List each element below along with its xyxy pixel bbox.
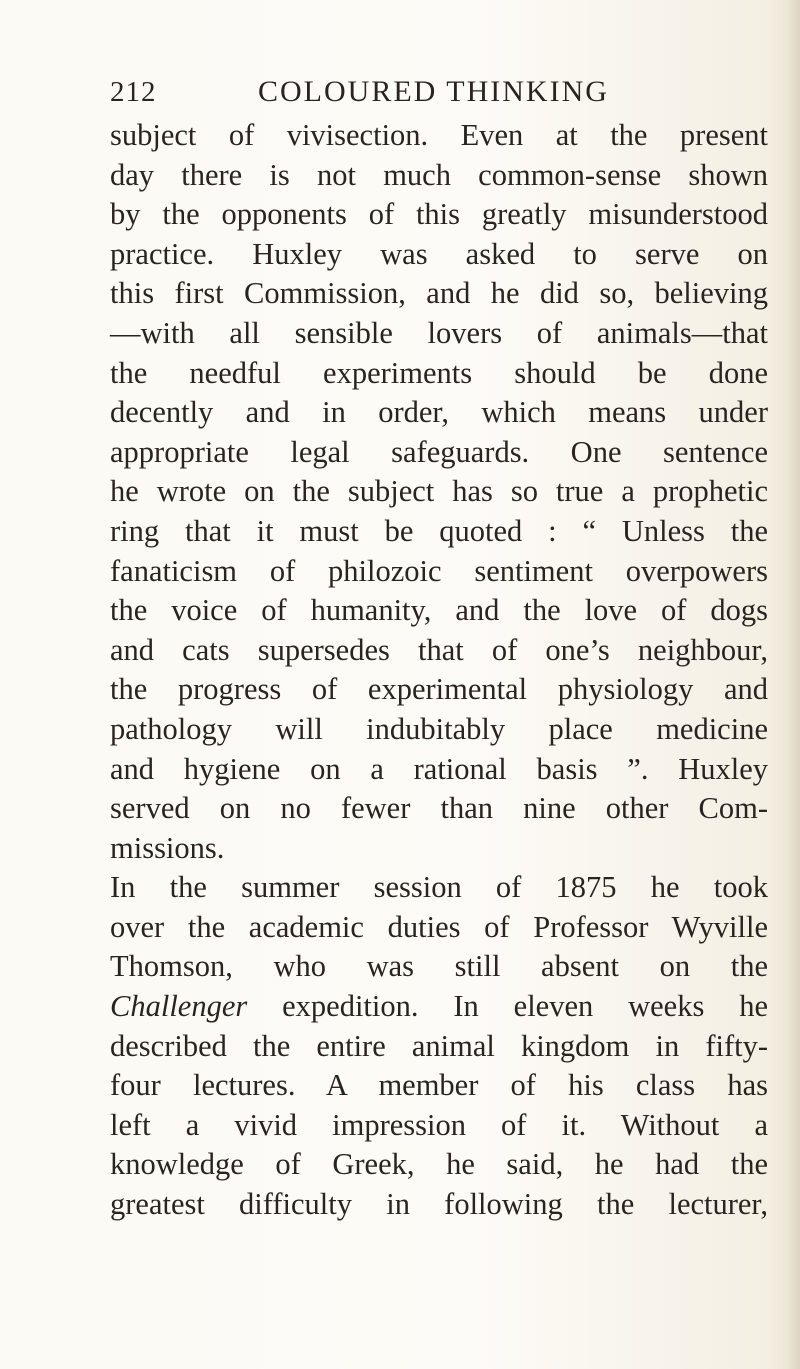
text-line: Thomson, who was still absent on the [110, 949, 768, 984]
text-line: the voice of humanity, and the love of dogs [110, 593, 768, 628]
text-line: four lectures. A member of his class has [110, 1068, 768, 1103]
text-line: and cats supersedes that of one’s neighbour, [110, 632, 768, 667]
text-line: day there is not much common-sense shown [110, 157, 768, 192]
page-number: 212 [110, 76, 157, 108]
text-line: the progress of experimental physiology and [110, 672, 768, 707]
text-line: served on no fewer than nine other Com- [110, 791, 768, 826]
text-line: over the academic duties of Professor Wyville [110, 909, 768, 944]
text-line: subject of vivisection. Even at the present [110, 118, 768, 152]
running-head: COLOURED THINKING [258, 75, 609, 108]
text-line: missions. [110, 830, 225, 865]
page-header [110, 70, 650, 114]
text-line: by the opponents of this greatly misunderstood [110, 197, 768, 232]
text-line: and hygiene on a rational basis ”. Huxley [110, 751, 768, 786]
text-line: the needful experiments should be done [110, 355, 768, 390]
text-line: fanaticism of philozoic sentiment overpowers [110, 553, 768, 588]
text-line: he wrote on the subject has so true a prophetic [110, 474, 768, 509]
text-line: greatest difficulty in following the lecturer, [110, 1187, 768, 1222]
page-edge-shadow [786, 0, 800, 1369]
text-line: knowledge of Greek, he said, he had the [110, 1147, 768, 1182]
text-line: ring that it must be quoted : “ Unless the [110, 513, 768, 548]
text-line: decently and in order, which means under [110, 395, 768, 430]
text-line: pathology will indubitably place medicine [110, 711, 768, 746]
text-line: Challenger expedition. In eleven weeks he [110, 989, 768, 1024]
text-line: this first Commission, and he did so, believing [110, 276, 768, 311]
text-line: —with all sensible lovers of animals—that [110, 315, 768, 350]
text-line: left a vivid impression of it. Without a [110, 1107, 768, 1142]
text-line: described the entire animal kingdom in fifty- [110, 1028, 768, 1063]
body-text [110, 116, 768, 1225]
text-line: practice. Huxley was asked to serve on [110, 236, 768, 271]
ship-name-italic: Challenger [110, 989, 248, 1024]
text-line: In the summer session of 1875 he took [110, 870, 768, 905]
text-line: appropriate legal safeguards. One sentence [110, 434, 768, 469]
